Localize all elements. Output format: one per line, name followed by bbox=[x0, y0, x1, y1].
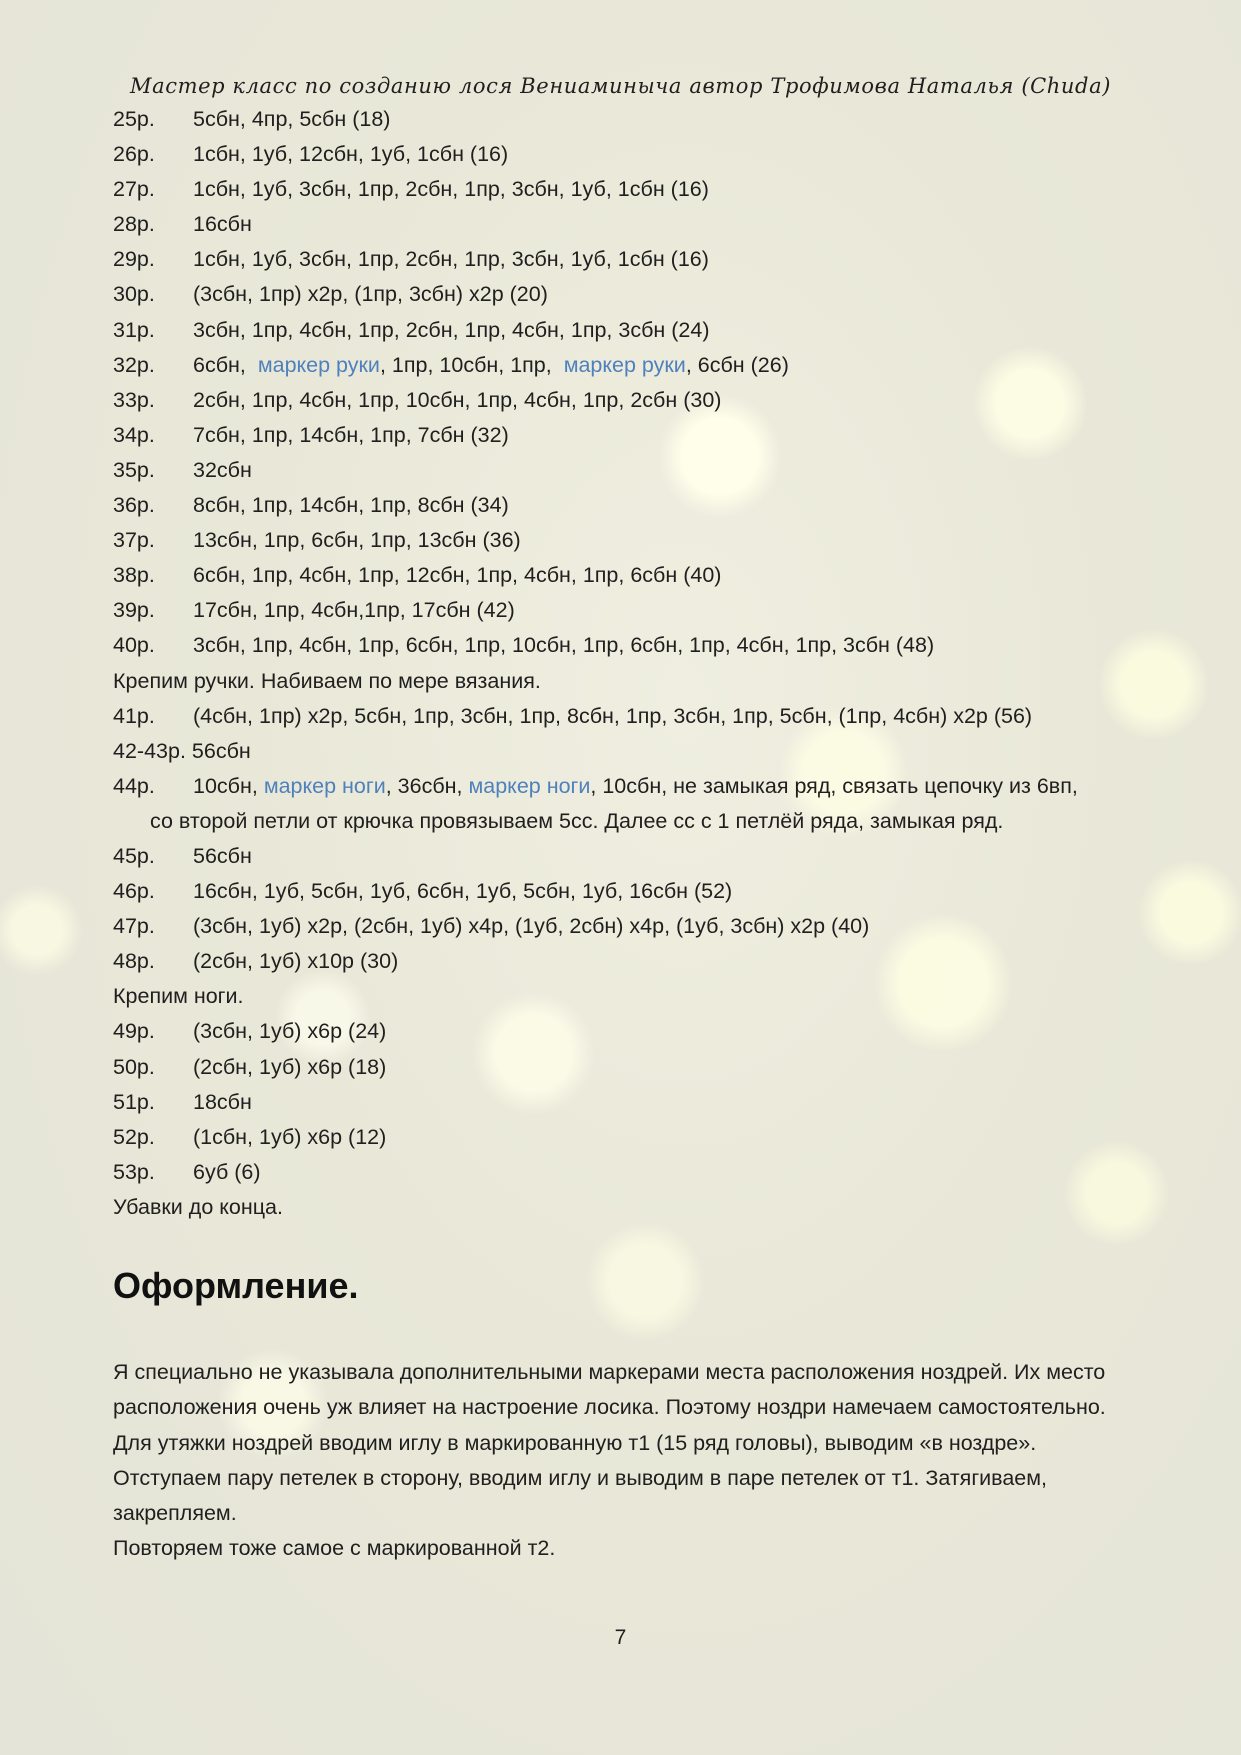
instruction-text: 16сбн, 1уб, 5сбн, 1уб, 6сбн, 1уб, 5сбн, 1уб, 16сбн (52) bbox=[193, 879, 733, 904]
paragraph: Повторяем тоже самое с маркированной т2. bbox=[113, 1536, 556, 1561]
row-instructions bbox=[193, 628, 1193, 663]
instruction-text: 1сбн, 1уб, 3сбн, 1пр, 2сбн, 1пр, 3сбн, 1уб, 1сбн (16) bbox=[193, 247, 709, 272]
row-number: 46р. bbox=[113, 879, 155, 904]
paragraph: Отступаем пару петелек в сторону, вводим иглу и выводим в паре петелек от т1. Затягиваем, закрепляем. bbox=[113, 1465, 1048, 1526]
instruction-text: 6сбн, 1пр, 4сбн, 1пр, 12сбн, 1пр, 4сбн, 1пр, 6сбн (40) bbox=[193, 563, 722, 588]
row-number: 40р. bbox=[113, 633, 155, 658]
pattern-row bbox=[113, 277, 1193, 312]
instruction-text: 13сбн, 1пр, 6сбн, 1пр, 13сбн (36) bbox=[193, 528, 521, 553]
pattern-row bbox=[113, 102, 1193, 137]
row-number: 45р. bbox=[113, 843, 155, 868]
instruction-text: 16сбн bbox=[193, 212, 252, 237]
pattern-row bbox=[113, 1155, 1193, 1190]
row-instructions bbox=[193, 944, 1193, 979]
page-number: 7 bbox=[614, 1626, 627, 1649]
row-instructions bbox=[193, 839, 1193, 874]
row-instructions bbox=[193, 909, 1193, 944]
instruction-text: , 10сбн, не замыкая ряд, связать цепочку из 6вп, bbox=[590, 773, 1078, 798]
instruction-text: 3сбн, 1пр, 4сбн, 1пр, 2сбн, 1пр, 4сбн, 1пр, 3сбн (24) bbox=[193, 317, 710, 342]
pattern-row bbox=[113, 558, 1193, 593]
row-instructions bbox=[193, 699, 1193, 734]
pattern-row bbox=[113, 488, 1193, 523]
instruction-text: (4сбн, 1пр) х2р, 5сбн, 1пр, 3сбн, 1пр, 8сбн, 1пр, 3сбн, 1пр, 5сбн, (1пр, 4сбн) х2р (56) bbox=[193, 703, 1033, 728]
row-instructions bbox=[193, 488, 1193, 523]
row-number: 36р. bbox=[113, 493, 155, 518]
paragraph: Я специально не указывала дополнительными маркерами места расположения ноздрей. Их место расположения очень уж влияет на настроение лосика. Поэтому ноздри намечаем самостоятельно. bbox=[113, 1360, 1106, 1420]
instruction-text: (3сбн, 1пр) х2р, (1пр, 3сбн) х2р (20) bbox=[193, 282, 548, 307]
row-instructions bbox=[193, 769, 1193, 804]
row-number: 27р. bbox=[113, 177, 155, 202]
instruction-text: 6уб (6) bbox=[193, 1159, 261, 1184]
instruction-text: 18сбн bbox=[193, 1089, 252, 1114]
pattern-row bbox=[113, 1014, 1193, 1049]
row-instructions bbox=[193, 242, 1193, 277]
row-number: 50р. bbox=[113, 1054, 155, 1079]
row-instructions bbox=[193, 453, 1193, 488]
pattern-row bbox=[113, 348, 1193, 383]
instruction-text: (3сбн, 1уб) х2р, (2сбн, 1уб) х4р, (1уб, 2сбн) х4р, (1уб, 3сбн) х2р (40) bbox=[193, 914, 870, 939]
instruction-text: (3сбн, 1уб) х6р (24) bbox=[193, 1019, 387, 1044]
row-number: 37р. bbox=[113, 528, 155, 553]
row-number: 47р. bbox=[113, 914, 155, 939]
pattern-row bbox=[113, 628, 1193, 663]
pattern-row bbox=[113, 418, 1193, 453]
row-instructions bbox=[193, 102, 1193, 137]
pattern-row bbox=[113, 769, 1193, 804]
instruction-text: 1сбн, 1уб, 12сбн, 1уб, 1сбн (16) bbox=[193, 142, 509, 167]
row-number: 30р. bbox=[113, 282, 155, 307]
pattern-row bbox=[113, 207, 1193, 242]
pattern-row bbox=[113, 313, 1193, 348]
pattern-row bbox=[113, 839, 1193, 874]
row-number: 29р. bbox=[113, 247, 155, 272]
row-instructions bbox=[193, 277, 1193, 312]
instruction-text: (1сбн, 1уб) х6р (12) bbox=[193, 1124, 387, 1149]
marker-label: маркер руки bbox=[563, 352, 686, 377]
row-instructions bbox=[192, 734, 1193, 769]
row-instructions bbox=[193, 383, 1193, 418]
row-number: 39р. bbox=[113, 598, 155, 623]
row-instructions bbox=[193, 172, 1193, 207]
row-instructions bbox=[193, 1050, 1193, 1085]
pattern-row bbox=[113, 734, 1193, 769]
instruction-text: , 36сбн, bbox=[385, 773, 469, 798]
row-number: 53р. bbox=[113, 1159, 155, 1184]
row-instructions bbox=[193, 1014, 1193, 1049]
row-instructions bbox=[193, 137, 1193, 172]
row-number: 26р. bbox=[113, 142, 155, 167]
section-text bbox=[113, 1355, 1133, 1567]
pattern-row bbox=[113, 944, 1193, 979]
marker-label: маркер ноги bbox=[468, 773, 591, 798]
instruction-text: 10сбн, bbox=[193, 773, 264, 798]
pattern-row bbox=[113, 1085, 1193, 1120]
instruction-text: 56сбн bbox=[191, 738, 251, 763]
row-instructions bbox=[193, 348, 1193, 383]
section-title: Оформление. bbox=[113, 1265, 359, 1306]
pattern-note: Крепим ноги. bbox=[113, 984, 244, 1009]
row-instructions bbox=[193, 593, 1193, 628]
row-instructions bbox=[193, 523, 1193, 558]
instruction-text: 5сбн, 4пр, 5сбн (18) bbox=[193, 107, 391, 131]
row-number: 31р. bbox=[113, 317, 155, 342]
row-instructions bbox=[193, 313, 1193, 348]
pattern-row bbox=[113, 593, 1193, 628]
instruction-text: 8сбн, 1пр, 14сбн, 1пр, 8сбн (34) bbox=[193, 493, 509, 518]
instruction-text: 7сбн, 1пр, 14сбн, 1пр, 7сбн (32) bbox=[193, 422, 509, 447]
row-number: 52р. bbox=[113, 1124, 155, 1149]
pattern-row bbox=[113, 699, 1193, 734]
pattern-row bbox=[113, 523, 1193, 558]
pattern-row bbox=[113, 242, 1193, 277]
instruction-text: 2сбн, 1пр, 4сбн, 1пр, 10сбн, 1пр, 4сбн, 1пр, 2сбн (30) bbox=[193, 387, 722, 412]
row-number: 41р. bbox=[113, 703, 155, 728]
row-instructions bbox=[193, 558, 1193, 593]
row-number: 44р. bbox=[113, 773, 155, 798]
pattern-rows bbox=[113, 102, 1193, 1225]
marker-label: маркер ноги bbox=[263, 773, 386, 798]
row-number: 28р. bbox=[113, 212, 155, 237]
instruction-text: (2сбн, 1уб) х10р (30) bbox=[193, 949, 399, 974]
pattern-row bbox=[113, 172, 1193, 207]
instruction-text: 56сбн bbox=[193, 843, 252, 868]
pattern-row-continuation: со второй петли от крючка провязываем 5сс. Далее сс с 1 петлёй ряда, замыкая ряд. bbox=[150, 808, 1004, 833]
row-instructions bbox=[193, 207, 1193, 242]
instruction-text: , 1пр, 10сбн, 1пр, bbox=[379, 352, 564, 377]
instruction-text: 6сбн, bbox=[193, 352, 258, 377]
instruction-text: (2сбн, 1уб) х6р (18) bbox=[193, 1054, 387, 1079]
paragraph: Для утяжки ноздрей вводим иглу в маркированную т1 (15 ряд головы), выводим «в ноздре». bbox=[113, 1430, 1037, 1455]
row-number: 35р. bbox=[113, 457, 155, 482]
row-number: 32р. bbox=[113, 352, 155, 377]
pattern-note: Крепим ручки. Набиваем по мере вязания. bbox=[113, 668, 541, 693]
row-number: 51р. bbox=[113, 1089, 155, 1114]
row-number: 34р. bbox=[113, 422, 155, 447]
pattern-row bbox=[113, 1050, 1193, 1085]
instruction-text: 3сбн, 1пр, 4сбн, 1пр, 6сбн, 1пр, 10сбн, 1пр, 6сбн, 1пр, 4сбн, 1пр, 3сбн (48) bbox=[193, 633, 935, 658]
row-instructions bbox=[193, 1155, 1193, 1190]
instruction-text: 32сбн bbox=[193, 457, 252, 482]
pattern-row bbox=[113, 909, 1193, 944]
instruction-text: , 6сбн (26) bbox=[685, 352, 789, 377]
row-number: 42-43р. bbox=[113, 738, 186, 763]
marker-label: маркер руки bbox=[257, 352, 380, 377]
instruction-text: 1сбн, 1уб, 3сбн, 1пр, 2сбн, 1пр, 3сбн, 1уб, 1сбн (16) bbox=[193, 177, 709, 202]
row-instructions bbox=[193, 874, 1193, 909]
row-instructions bbox=[193, 1085, 1193, 1120]
pattern-row bbox=[113, 383, 1193, 418]
pattern-row bbox=[113, 453, 1193, 488]
row-number: 48р. bbox=[113, 949, 155, 974]
row-number: 38р. bbox=[113, 563, 155, 588]
pattern-note: Убавки до конца. bbox=[113, 1194, 283, 1219]
row-number: 25р. bbox=[113, 107, 155, 131]
pattern-row bbox=[113, 137, 1193, 172]
instruction-text: 17сбн, 1пр, 4сбн,1пр, 17сбн (42) bbox=[193, 598, 515, 623]
row-instructions bbox=[193, 418, 1193, 453]
row-instructions bbox=[193, 1120, 1193, 1155]
row-number: 33р. bbox=[113, 387, 155, 412]
pattern-row bbox=[113, 874, 1193, 909]
pattern-row bbox=[113, 1120, 1193, 1155]
row-number: 49р. bbox=[113, 1019, 155, 1044]
page-header: Мастер класс по созданию лося Вениаминыча автор Трофимова Наталья (Chuda) bbox=[129, 74, 1111, 98]
